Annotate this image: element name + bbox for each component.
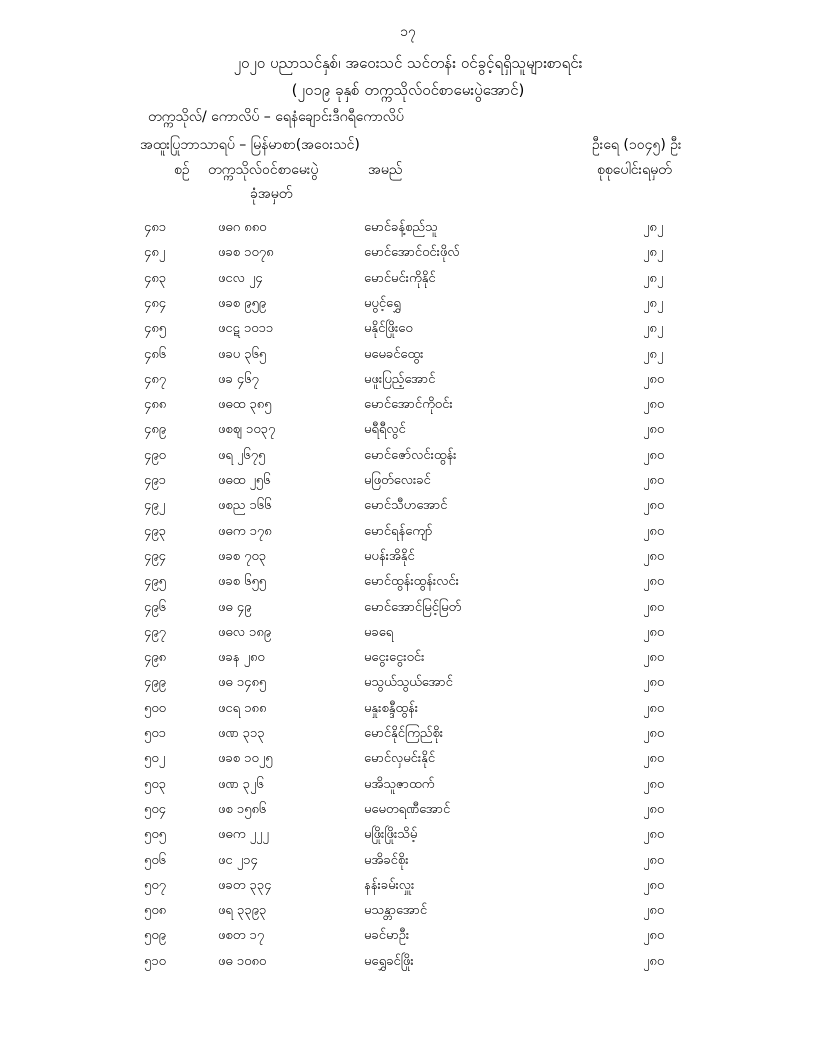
table-row bbox=[0, 801, 816, 826]
name-cell: မောင်သီဟအောင် bbox=[364, 498, 448, 514]
table-row bbox=[0, 396, 816, 421]
roll-number-cell: ဖခစ ၁၀၂၅ bbox=[218, 751, 273, 767]
roll-number-cell: ဖင ၂၁၄ bbox=[218, 852, 258, 868]
serial-cell: ၄၈၈ bbox=[144, 397, 167, 413]
marks-cell: ၂၈၀ bbox=[643, 371, 665, 387]
roll-number-cell: ဖခတ ၃၃၄ bbox=[218, 877, 272, 893]
table-row bbox=[0, 826, 816, 851]
table-row bbox=[0, 852, 816, 877]
table-row bbox=[0, 649, 816, 674]
name-cell: မအိခင်စိုး bbox=[364, 852, 409, 868]
column-header-roll-2: ခုံအမှတ် bbox=[250, 186, 293, 202]
table-row bbox=[0, 674, 816, 699]
marks-cell: ၂၈၀ bbox=[643, 422, 665, 438]
roll-number-cell: ဖဓထ ၃၈၅ bbox=[218, 397, 272, 413]
serial-cell: ၅၀၀ bbox=[144, 700, 166, 716]
serial-cell: ၅၀၃ bbox=[144, 776, 166, 792]
table-row bbox=[0, 548, 816, 573]
table-row bbox=[0, 472, 816, 497]
column-header-name: အမည် bbox=[368, 162, 403, 178]
table-row bbox=[0, 320, 816, 345]
marks-cell: ၂၈၀ bbox=[643, 650, 665, 666]
serial-cell: ၅၀၂ bbox=[144, 751, 166, 767]
roll-number-cell: ဖဓက ၁၇၈ bbox=[218, 523, 272, 539]
roll-number-cell: ဖခပ ၃၆၅ bbox=[218, 346, 267, 362]
marks-cell: ၂၈၀ bbox=[643, 548, 665, 564]
table-row bbox=[0, 421, 816, 446]
document-title: ၂၀၂၀ ပညာသင်နှစ်၊ အဝေးသင် သင်တန်း ဝင်ခွင့်ရရှိသူများစာရင်း bbox=[233, 54, 583, 72]
serial-cell: ၄၉၈ bbox=[144, 650, 167, 666]
name-cell: မောင်မင်းကိုနိုင် bbox=[364, 270, 436, 286]
marks-cell: ၂၈၀ bbox=[643, 903, 665, 919]
table-row bbox=[0, 573, 816, 598]
roll-number-cell: ဖဓဂ ၈၈၀ bbox=[218, 220, 267, 235]
serial-cell: ၄၈၇ bbox=[144, 371, 167, 387]
roll-number-cell: ဖငရ ၁၈၈ bbox=[218, 700, 267, 716]
name-cell: မနိုင်ဖြိုးဝေ bbox=[364, 321, 413, 337]
roll-number-cell: ဖစဈ ၁၀၃၇ bbox=[218, 422, 276, 438]
name-cell: မောင်နိုင်ကြည်စိုး bbox=[364, 726, 444, 741]
table-row bbox=[0, 371, 816, 396]
serial-cell: ၄၉၀ bbox=[144, 447, 166, 463]
roll-number-cell: ဖခစ ၉၅၉ bbox=[218, 295, 267, 311]
marks-cell: ၂၈၀ bbox=[643, 726, 665, 741]
table-row bbox=[0, 776, 816, 801]
serial-cell: ၄၈၅ bbox=[144, 321, 167, 337]
serial-cell: ၄၉၄ bbox=[144, 548, 166, 564]
name-cell: မဖြိုးဖြိုးသိမ့် bbox=[364, 827, 418, 843]
university-line: တက္ကသိုလ်/ ကောလိပ် – ရေနံချောင်းဒီဂရီကောလိပ် bbox=[148, 109, 404, 125]
roll-number-cell: ဖငဋ ၁၀၁၁ bbox=[218, 321, 274, 337]
table-row bbox=[0, 927, 816, 952]
roll-number-cell: ဖခစ ၇၀၃ bbox=[218, 548, 267, 564]
marks-cell: ၂၈၀ bbox=[643, 675, 665, 691]
roll-number-cell: ဖဏ ၃၂၆ bbox=[218, 776, 264, 792]
page-number: ၁၇ bbox=[400, 24, 416, 40]
name-cell: မရွှေခင်ဖြိုး bbox=[364, 953, 414, 969]
table-row bbox=[0, 953, 816, 978]
roll-number-cell: ဖခ ၄၆၇ bbox=[218, 371, 259, 387]
serial-cell: ၅၀၉ bbox=[144, 928, 166, 944]
name-cell: မောင်အောင်မြင့်မြတ် bbox=[364, 599, 462, 615]
table-row bbox=[0, 725, 816, 750]
serial-cell: ၄၉၉ bbox=[144, 675, 166, 691]
serial-cell: ၄၉၇ bbox=[144, 624, 166, 640]
name-cell: မောင်လှမင်းနိုင် bbox=[364, 751, 436, 767]
table-row bbox=[0, 497, 816, 522]
serial-cell: ၅၀၄ bbox=[144, 801, 166, 817]
roll-number-cell: ဖဓက ၂၂၂ bbox=[218, 827, 269, 843]
serial-cell: ၄၈၉ bbox=[144, 422, 167, 438]
table-row bbox=[0, 624, 816, 649]
name-cell: မပန်းအိနိုင် bbox=[364, 548, 415, 564]
table-row bbox=[0, 447, 816, 472]
name-cell: မမေခင်ထွေး bbox=[364, 346, 424, 362]
roll-number-cell: ဖခစ ၁၀၇၈ bbox=[218, 245, 274, 261]
serial-cell: ၅၀၈ bbox=[144, 903, 167, 919]
roll-number-cell: ဖဓ ၁၄၈၅ bbox=[218, 675, 267, 691]
serial-cell: ၄၈၂ bbox=[144, 245, 166, 261]
roll-number-cell: ဖဓ ၄၉ bbox=[218, 599, 252, 615]
document-subtitle: (၂၀၁၉ ခုနှစ် တက္ကသိုလ်ဝင်စာမေးပွဲအောင်) bbox=[291, 81, 525, 99]
marks-cell: ၂၈၀ bbox=[643, 447, 665, 463]
roll-number-cell: ဖဓထ ၂၅၆ bbox=[218, 473, 271, 488]
marks-cell: ၂၈၀ bbox=[643, 928, 665, 944]
marks-cell: ၂၈၂ bbox=[643, 346, 664, 362]
column-header-marks: စုစုပေါင်းရမှတ် bbox=[597, 162, 672, 178]
name-cell: မပွင့်ရွှေ bbox=[364, 295, 401, 311]
name-cell: မနှုးစန္ဒီထွန်း bbox=[364, 700, 419, 716]
roll-number-cell: ဖဏ ၃၁၃ bbox=[218, 726, 265, 741]
column-header-serial: စဉ် bbox=[174, 162, 190, 178]
roll-number-cell: ဖငလ ၂၄ bbox=[218, 270, 263, 286]
marks-cell: ၂၈၀ bbox=[643, 498, 665, 514]
table-row bbox=[0, 750, 816, 775]
roll-number-cell: ဖဓလ ၁၈၉ bbox=[218, 624, 272, 640]
serial-cell: ၄၉၃ bbox=[144, 523, 166, 539]
name-cell: မခင်မာဦး bbox=[364, 928, 410, 944]
name-cell: မမေတရဏီအောင် bbox=[364, 801, 451, 817]
name-cell: မအိသူဇာထက် bbox=[364, 776, 435, 792]
name-cell: မခရေ bbox=[364, 624, 394, 640]
table-row bbox=[0, 902, 816, 927]
marks-cell: ၂၈၀ bbox=[643, 523, 665, 539]
count-line: ဦးရေ (၁၀၄၅) ဦး bbox=[592, 137, 682, 153]
serial-cell: ၄၈၁ bbox=[144, 220, 167, 235]
name-cell: နန်းခမ်းလှူး bbox=[364, 877, 415, 893]
table-row bbox=[0, 270, 816, 295]
name-cell: မောင်အောင်ဝင်းဖိုလ် bbox=[364, 245, 460, 261]
roll-number-cell: ဖဓ ၁၀၈၀ bbox=[218, 953, 267, 969]
serial-cell: ၅၀၇ bbox=[144, 877, 166, 893]
serial-cell: ၅၀၅ bbox=[144, 827, 166, 843]
serial-cell: ၅၀၆ bbox=[144, 852, 166, 868]
name-cell: မရီရီလွင် bbox=[364, 422, 406, 438]
table-row bbox=[0, 346, 816, 371]
table-row bbox=[0, 599, 816, 624]
marks-cell: ၂၈၀ bbox=[643, 827, 665, 843]
name-cell: မောင်အောင်ကိုဝင်း bbox=[364, 397, 453, 413]
marks-cell: ၂၈၀ bbox=[643, 624, 665, 640]
roll-number-cell: ဖစ ၁၅၈၆ bbox=[218, 801, 267, 817]
serial-cell: ၄၈၆ bbox=[144, 346, 167, 362]
name-cell: မသွယ်သွယ်အောင် bbox=[364, 675, 453, 691]
name-cell: မောင်ဇော်လင်းထွန်း bbox=[364, 447, 457, 463]
marks-cell: ၂၈၀ bbox=[643, 599, 665, 615]
name-cell: မဖြတ်လေးခင် bbox=[364, 473, 431, 488]
marks-cell: ၂၈၀ bbox=[643, 953, 665, 969]
serial-cell: ၄၉၂ bbox=[144, 498, 166, 514]
name-cell: မောင်ခန့်စည်သူ bbox=[364, 220, 438, 235]
roll-number-cell: ဖစတ ၁၇ bbox=[218, 928, 265, 944]
table-row bbox=[0, 295, 816, 320]
serial-cell: ၄၉၆ bbox=[144, 599, 166, 615]
table-row bbox=[0, 244, 816, 269]
roll-number-cell: ဖခန ၂၈၀ bbox=[218, 650, 265, 666]
serial-cell: ၄၈၄ bbox=[144, 295, 167, 311]
name-cell: မဖူးပြည့်အောင် bbox=[364, 371, 436, 387]
table-row bbox=[0, 877, 816, 902]
name-cell: မသန္တာအောင် bbox=[364, 903, 428, 919]
roll-number-cell: ဖစည ၁၆၆ bbox=[218, 498, 272, 514]
table-row bbox=[0, 219, 816, 244]
marks-cell: ၂၈၀ bbox=[643, 877, 665, 893]
serial-cell: ၄၉၁ bbox=[144, 473, 166, 488]
serial-cell: ၄၈၃ bbox=[144, 270, 167, 286]
name-cell: မငွေးငွေးဝင်း bbox=[364, 650, 425, 666]
marks-cell: ၂၈၀ bbox=[643, 473, 665, 488]
table-row bbox=[0, 700, 816, 725]
roll-number-cell: ဖရ ၃၃၉၃ bbox=[218, 903, 267, 919]
serial-cell: ၄၉၅ bbox=[144, 574, 166, 590]
marks-cell: ၂၈၂ bbox=[643, 245, 664, 261]
roll-number-cell: ဖရ ၂၆၇၅ bbox=[218, 447, 266, 463]
column-header-roll: တက္ကသိုလ်ဝင်စာမေးပွဲ bbox=[208, 162, 319, 178]
roll-number-cell: ဖခစ ၆၅၅ bbox=[218, 574, 267, 590]
marks-cell: ၂၈၂ bbox=[643, 220, 664, 235]
marks-cell: ၂၈၂ bbox=[643, 295, 664, 311]
table-row bbox=[0, 523, 816, 548]
serial-cell: ၅၀၁ bbox=[144, 726, 166, 741]
marks-cell: ၂၈၀ bbox=[643, 776, 665, 792]
marks-cell: ၂၈၀ bbox=[643, 751, 665, 767]
marks-cell: ၂၈၀ bbox=[643, 700, 665, 716]
marks-cell: ၂၈၀ bbox=[643, 397, 665, 413]
name-cell: မောင်ရန်ကျော် bbox=[364, 523, 433, 539]
marks-cell: ၂၈၂ bbox=[643, 321, 664, 337]
serial-cell: ၅၁၀ bbox=[144, 953, 166, 969]
marks-cell: ၂၈၀ bbox=[643, 801, 665, 817]
name-cell: မောင်ထွန်းထွန်းလင်း bbox=[364, 574, 459, 590]
marks-cell: ၂၈၀ bbox=[643, 852, 665, 868]
subject-line: အထူးပြုဘာသာရပ် – မြန်မာစာ(အဝေးသင်) bbox=[140, 137, 360, 153]
marks-cell: ၂၈၀ bbox=[643, 574, 665, 590]
marks-cell: ၂၈၂ bbox=[643, 270, 664, 286]
